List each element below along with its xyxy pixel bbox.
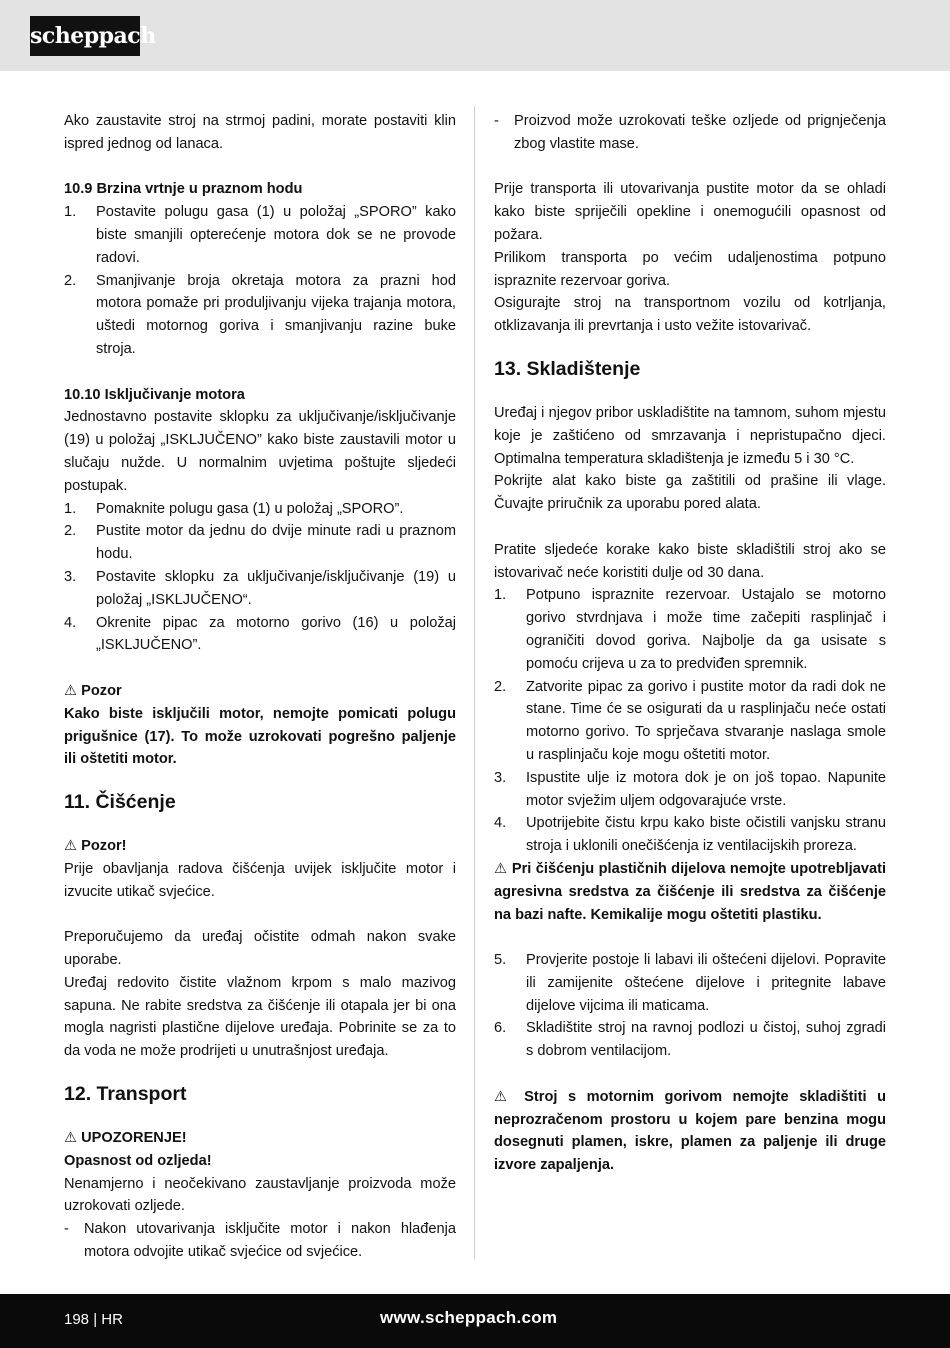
paragraph: Uređaj redovito čistite vlažnom krpom s malo mazivog sapuna. Ne rabite sredstva za čišćenje ili otapala jer bi ona mogla nagristi plastične dijelove uređaja. Pobrinite se za to da voda ne može prodrijeti u unutrašnjost uređaja. (64, 974, 456, 1060)
list-item (494, 812, 886, 858)
paragraph: Ako zaustavite stroj na strmoj padini, morate postaviti klin ispred jednog od lanaca. (64, 113, 456, 152)
list-item (64, 201, 456, 269)
list-text: Zatvorite pipac za gorivo i pustite motor da radi dok ne stane. Time će se osigurati da u rasplinjaču neće ostati motorno gorivo. To sprječava stvaranje naslaga smole u rasplinjaču koje mogu oštetiti motor. (526, 678, 886, 763)
list-text: Postavite sklopku za uključivanje/isključivanje (19) u položaj „ISKLJUČENO“. (96, 568, 456, 608)
website-link[interactable]: www.scheppach.com (380, 1308, 558, 1327)
numbered-list (494, 584, 886, 858)
numbered-list (64, 498, 456, 658)
warning-text: ⚠ Stroj s motornim gorivom nemojte skladištiti u neprozračenom prostoru u kojem pare benzina mogu dosegnuti plamen, iskre, plamen za paljenje ili druge izvore zapaljenja. (494, 1086, 886, 1177)
list-item (494, 584, 886, 675)
list-text: Potpuno ispraznite rezervoar. Ustajalo se motorno gorivo stvrdnjava i može time začepiti rasplinjač i ograničiti dovod goriva. Najbolje da ga usisate s pomoću crijeva u za to predviđen spremnik. (526, 587, 886, 672)
list-number: 1. (64, 204, 77, 221)
paragraph: Nenamjerno i neočekivano zaustavljanje proizvoda može uzrokovati ozljede. (64, 1175, 456, 1215)
section-heading: 10.10 Isključivanje motora (64, 386, 245, 403)
list-text: Pomaknite polugu gasa (1) u položaj „SPORO”. (96, 500, 404, 517)
section-heading: 10.9 Brzina vrtnje u praznom hodu (64, 181, 303, 198)
paragraph: Pokrijte alat kako biste ga zaštitili od prašine ili vlage. Čuvajte priručnik za uporabu pored alata. (494, 473, 886, 513)
paragraph: Uređaj i njegov pribor uskladištite na tamnom, suhom mjestu koje je zaštićeno od smrzavanja i nepristupačno djeci. Optimalna temperatura skladištenja je između 5 i 30 °C. (494, 404, 886, 467)
list-item (64, 270, 456, 361)
list-item (494, 949, 886, 1017)
caution-text: Kako biste isključili motor, nemojte pomicati polugu prigušnice (17). To može uzrokovati pogrešno paljenje ili oštetiti motor. (64, 705, 456, 768)
list-item (64, 612, 456, 658)
list-item (494, 1017, 886, 1063)
list-text: Provjerite postoje li labavi ili oštećeni dijelovi. Popravite ili zamijenite oštećene dijelove i pritegnite labave dijelove vijcima ili maticama. (526, 952, 886, 1014)
dash-item: - Proizvod može uzrokovati teške ozljede od prignječenja zbog vlastite mase. (494, 113, 886, 152)
caution-title: ⚠ Pozor (64, 680, 456, 703)
chapter-heading: 11. Čišćenje (64, 791, 176, 814)
list-number: 3. (64, 568, 77, 585)
paragraph: Jednostavno postavite sklopku za uključivanje/isključivanje (19) u položaj „ISKLJUČENO” kako biste zaustavili motor u slučaju nužde. U normalnim uvjetima poštujte sljedeći postupak. (64, 409, 456, 494)
list-text: Ispustite ulje iz motora dok je on još topao. Napunite motor svježim uljem odgovarajuće vrste. (526, 769, 886, 809)
list-number: 2. (64, 272, 77, 289)
list-text: Postavite polugu gasa (1) u položaj „SPORO” kako biste smanjili opterećenje motora dok se ne provode radovi. (96, 204, 456, 266)
scheppach-logo: scheppach (30, 16, 140, 56)
list-item (64, 520, 456, 566)
list-text: Skladištite stroj na ravnoj podlozi u čistoj, suhoj zgradi s dobrom ventilacijom. (526, 1020, 886, 1060)
list-item (494, 767, 886, 813)
list-number: 4. (64, 614, 77, 631)
list-number: 4. (494, 815, 507, 832)
left-column (64, 110, 456, 1264)
list-number: 2. (64, 523, 77, 540)
list-number: 1. (64, 500, 77, 517)
list-item (494, 676, 886, 767)
dash-item: - Nakon utovarivanja isključite motor i nakon hlađenja motora odvojite utikač svjećice od svjećice. (64, 1221, 456, 1261)
chapter-heading: 12. Transport (64, 1083, 187, 1106)
paragraph: Osigurajte stroj na transportnom vozilu od kotrljanja, otklizavanja ili prevrtanja i usto vežite istovarivač. (494, 295, 886, 335)
paragraph: Prije transporta ili utovarivanja pustite motor da se ohladi kako biste spriječili opekline i onemogućili opasnost od požara. (494, 181, 886, 243)
paragraph: Preporučujemo da uređaj očistite odmah nakon svake uporabe. (64, 929, 456, 969)
list-number: 1. (494, 587, 507, 604)
list-number: 3. (494, 769, 507, 786)
list-text: Pustite motor da jednu do dvije minute radi u praznom hodu. (96, 523, 456, 563)
warning-subtitle: Opasnost od ozljeda! (64, 1152, 212, 1169)
paragraph: Prilikom transporta po većim udaljenostima potpuno ispraznite rezervoar goriva. (494, 249, 886, 289)
numbered-list (64, 201, 456, 361)
list-item (64, 498, 456, 521)
paragraph: Pratite sljedeće korake kako biste skladištili stroj ako se istovarivač neće koristiti dulje od 30 dana. (494, 541, 886, 581)
page-footer (0, 1294, 950, 1348)
list-text: Upotrijebite čistu krpu kako biste očistili vanjsku stranu stroja i uklonili onečišćenja iz ventilacijskih proreza. (526, 815, 886, 855)
numbered-list (494, 949, 886, 1063)
list-item (64, 566, 456, 612)
list-number: 6. (494, 1020, 507, 1037)
list-text: Okrenite pipac za motorno gorivo (16) u položaj „ISKLJUČENO”. (96, 614, 456, 654)
caution-title: ⚠ Pozor! (64, 835, 456, 858)
chapter-heading: 13. Skladištenje (494, 357, 641, 380)
right-column (494, 110, 886, 1177)
list-text: Smanjivanje broja okretaja motora za prazni hod motora pomaže pri produljivanju vijeka trajanja motora, uštedi motornog goriva i smanjivanju razine buke stroja. (96, 272, 456, 357)
column-divider (474, 106, 475, 1259)
page-number: 198 | HR (64, 1311, 123, 1328)
list-number: 5. (494, 952, 507, 969)
list-number: 2. (494, 678, 507, 695)
warning-text: ⚠ Pri čišćenju plastičnih dijelova nemojte upotrebljavati agresivna sredstva za čišćenje ili sredstva za čišćenje na bazi nafte. Kemikalije mogu oštetiti plastiku. (494, 858, 886, 926)
page-header (0, 0, 950, 71)
paragraph: Prije obavljanja radova čišćenja uvijek isključite motor i izvucite utikač svjećice. (64, 860, 456, 900)
warning-title: ⚠ UPOZORENJE! (64, 1127, 456, 1150)
